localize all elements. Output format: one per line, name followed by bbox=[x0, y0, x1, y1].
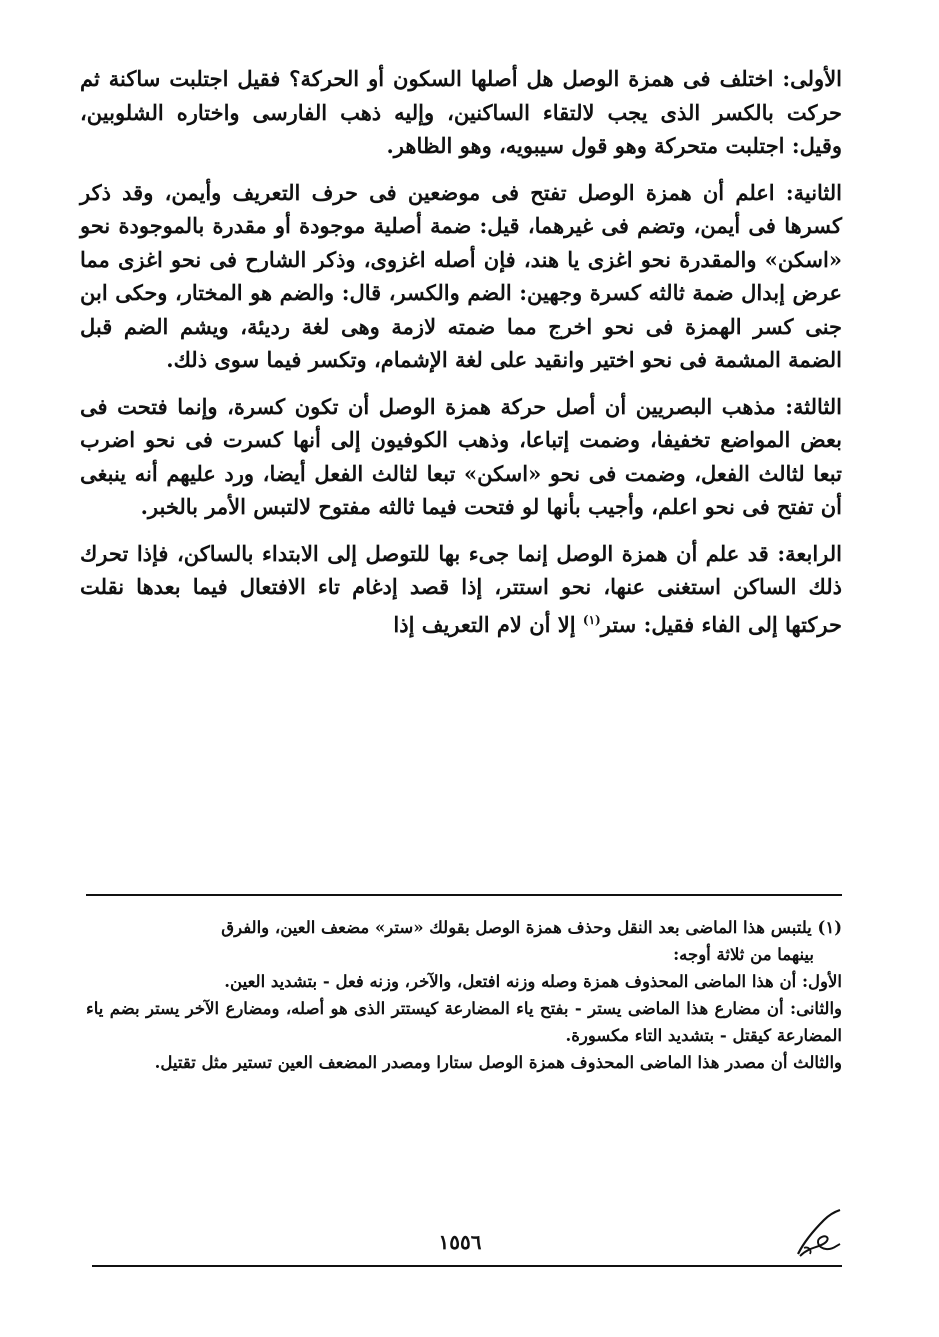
footnote-one-continuation bbox=[86, 941, 842, 968]
footnote-line: بينهما من ثلاثة أوجه: bbox=[673, 945, 814, 964]
line: والكسر، قال: والضم هو المختار، وحكى ابن جنى كسر الهمزة فى نحو اخرج مما bbox=[80, 280, 843, 339]
footnote-line: (١) يلتبس هذا الماضى بعد النقل وحذف همزة الوصل بقولك «ستر» مضعف العين، والفرق bbox=[221, 918, 842, 937]
line: ضمته لازمة وهى لغة رديئة، ويشم الضم قبل الضمة المشمة فى نحو اختير وانقيد bbox=[80, 313, 842, 372]
line: بالساكن، فإذا تحرك ذلك الساكن استغنى عنها، نحو استتر، إذا قصد إدغام تاء bbox=[80, 540, 842, 599]
line: فتحت فى بعض المواضع تخفيفا، وضمت إتباعا، وذهب الكوفيون إلى أنها bbox=[80, 393, 843, 452]
page-bottom-rule bbox=[92, 1265, 842, 1267]
paragraph-second bbox=[80, 176, 842, 377]
footnote-reference[interactable]: (١) bbox=[582, 612, 601, 627]
page-number: ١٥٥٦ bbox=[438, 1230, 482, 1254]
footnote-point-first bbox=[86, 968, 842, 995]
line: إلا أن لام التعريف إذا bbox=[393, 611, 583, 637]
line: كسرت فى نحو اضرب تبعا لثالث الفعل، وضمت فى نحو «اسكن» تبعا لثالث bbox=[80, 427, 842, 486]
footnote-line: ومضارع الآخر يستر بضم ياء المضارعة كيقتل - بتشديد التاء مكسورة. bbox=[86, 999, 842, 1045]
footnote-line: والثالث أن مصدر هذا الماضى المحذوف همزة الوصل ستارا ومصدر المضعف العين تستير bbox=[233, 1053, 842, 1072]
line: الثالثة: مذهب البصريين أن أصل حركة همزة الوصل أن تكون كسرة، وإنما bbox=[177, 393, 843, 419]
line: الثانية: اعلم أن همزة الوصل تفتح فى موضعين فى حرف التعريف وأيمن، bbox=[164, 179, 843, 205]
footnote-point-second bbox=[86, 995, 842, 1049]
line: الرابعة: قد علم أن همزة الوصل إنما جىء بها للتوصل إلى الابتداء bbox=[262, 540, 843, 566]
handwritten-mark-icon bbox=[790, 1202, 845, 1262]
footnote-one bbox=[86, 914, 842, 941]
line: الظاهر. bbox=[386, 133, 453, 158]
paragraph-fourth bbox=[80, 537, 842, 642]
footnote-line: والثانى: أن مضارع هذا الماضى يستر - بفتح ياء المضارعة كيستتر الذى هو أصله، bbox=[285, 999, 843, 1018]
footnote-line: العين. bbox=[224, 972, 266, 991]
footnotes bbox=[86, 914, 842, 1076]
line: الافتعال فيما بعدها نقلت حركتها إلى الفاء فقيل: ستر bbox=[80, 574, 842, 637]
line: مقدرة بالموجودة نحو «اسكن» والمقدرة نحو اغزى يا هند، فإن أصله اغزوى، bbox=[80, 213, 842, 272]
line: الفارسى واختاره الشلوبين، وقيل: اجتلبت متحركة وهو قول سيبويه، وهو bbox=[80, 99, 842, 158]
line: فيما ثالثه مفتوح لالتبس الأمر بالخبر. bbox=[140, 494, 457, 519]
line: وقد ذكر كسرها فى أيمن، وتضم فى غيرهما، قيل: ضمة أصلية موجودة أو bbox=[80, 179, 842, 238]
document-page bbox=[80, 62, 842, 1312]
handwritten-mark-icon bbox=[790, 1202, 845, 1262]
footnote-point-third bbox=[86, 1049, 842, 1076]
line: على لغة الإشمام، وتكسر فيما سوى ذلك. bbox=[166, 347, 528, 372]
footnote-divider bbox=[86, 894, 842, 896]
line: وذكر الشارح فى نحو اغزى مما عرض إبدال ضمة ثالثه كسرة وجهين: الضم bbox=[80, 246, 843, 305]
paragraph-first bbox=[80, 62, 842, 163]
line: الأولى: اختلف فى همزة الوصل هل أصلها السكون أو الحركة؟ فقيل bbox=[237, 66, 843, 91]
footnote-line: مثل تقتيل. bbox=[154, 1053, 228, 1072]
line: اجتلبت ساكنة ثم حركت بالكسر الذى يجب لالتقاء الساكنين، وإليه ذهب bbox=[80, 66, 843, 125]
line: الفعل أيضا، ورد عليهم أنه ينبغى أن تفتح فى نحو اعلم، وأجيب بأنها لو فتحت bbox=[80, 460, 842, 519]
paragraph-third bbox=[80, 390, 842, 524]
main-text bbox=[80, 62, 842, 641]
footnote-line: الأول: أن هذا الماضى المحذوف همزة وصله وزنه افتعل، والآخر، وزنه فعل - بتشديد bbox=[270, 972, 842, 991]
